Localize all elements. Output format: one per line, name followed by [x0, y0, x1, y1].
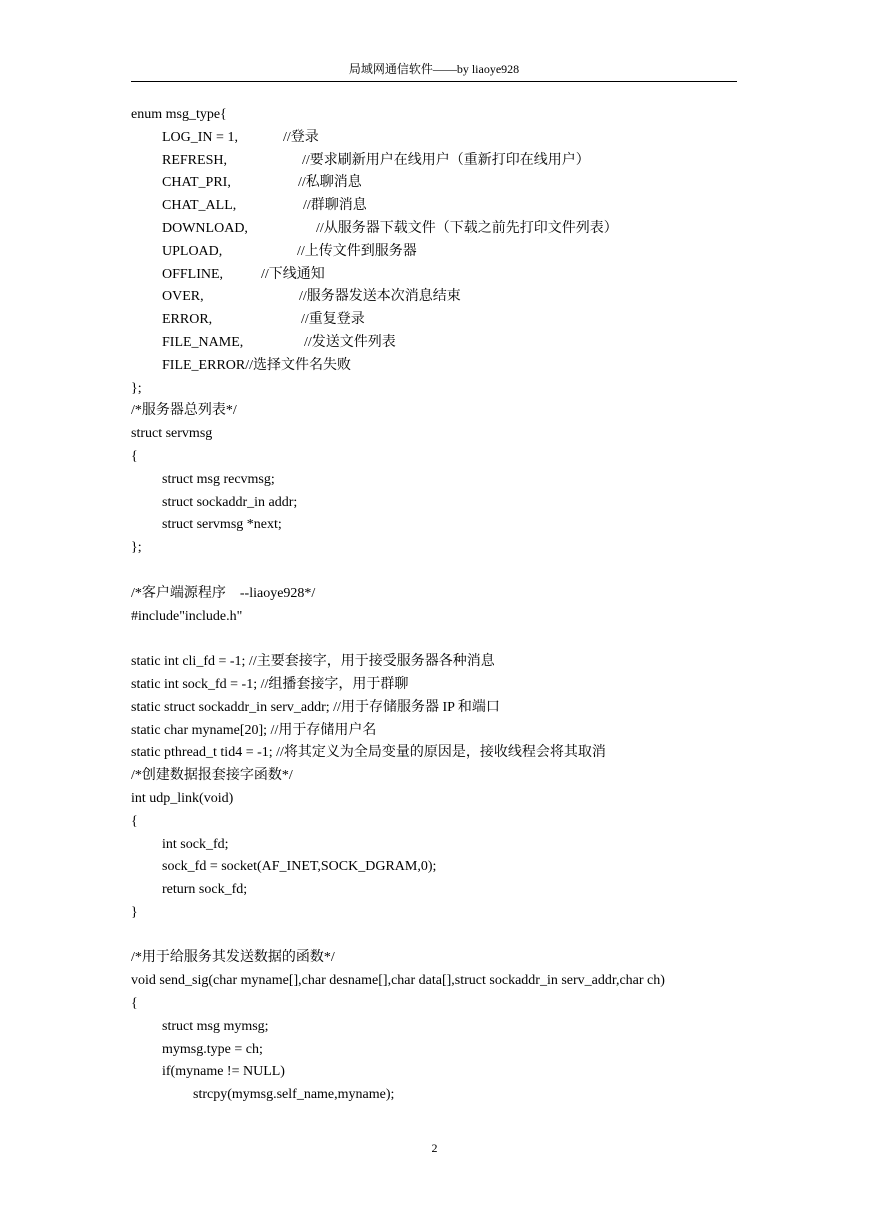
page-header: 局域网通信软件——by liaoye928: [348, 62, 520, 76]
code-line: return sock_fd;: [162, 882, 248, 898]
code-line: [131, 127, 751, 150]
code-line: [131, 286, 751, 309]
code-text: FILE_NAME,: [162, 334, 244, 350]
code-comment: //重复登录: [301, 312, 365, 328]
code-comment: //从服务器下载文件（下载之前先打印文件列表）: [316, 220, 618, 236]
code-line: static pthread_t tid4 = -1; //将其定义为全局变量的原因是，接收线程会将其取消: [131, 745, 606, 761]
code-line: [131, 309, 751, 332]
code-line: FILE_ERROR//选择文件名失败: [162, 357, 352, 373]
code-line: #include"include.h": [131, 608, 243, 624]
page-number: 2: [431, 1141, 438, 1155]
code-line: /*创建数据报套接字函数*/: [131, 768, 293, 784]
code-line: [131, 264, 751, 287]
header-divider: [131, 81, 737, 82]
code-comment: //私聊消息: [298, 175, 362, 191]
code-comment: //登录: [283, 129, 319, 145]
code-comment: //发送文件列表: [304, 334, 396, 350]
code-line: };: [131, 380, 142, 396]
code-line: /*用于给服务其发送数据的函数*/: [131, 950, 335, 966]
code-line: sock_fd = socket(AF_INET,SOCK_DGRAM,0);: [162, 859, 437, 875]
code-comment: //上传文件到服务器: [297, 243, 417, 259]
code-comment: //要求刷新用户在线用户（重新打印在线用户）: [302, 152, 590, 168]
code-line: static char myname[20]; //用于存储用户名: [131, 722, 377, 738]
code-comment: //服务器发送本次消息结束: [299, 289, 461, 305]
code-listing: [131, 104, 751, 1107]
code-line: [131, 925, 751, 948]
code-line: [131, 628, 751, 651]
code-line: }: [131, 904, 138, 920]
code-line: int udp_link(void): [131, 790, 234, 806]
code-line: [131, 150, 751, 173]
code-line: struct servmsg: [131, 426, 213, 442]
code-line: struct servmsg *next;: [162, 517, 282, 533]
code-line: struct msg recvmsg;: [162, 471, 275, 487]
code-line: if(myname != NULL): [162, 1064, 285, 1080]
code-line: [131, 172, 751, 195]
code-line: {: [131, 813, 138, 829]
code-line: int sock_fd;: [162, 836, 229, 852]
code-text: DOWNLOAD,: [162, 220, 248, 236]
code-text: ERROR,: [162, 312, 213, 328]
code-comment: //群聊消息: [303, 198, 367, 214]
code-line: mymsg.type = ch;: [162, 1041, 263, 1057]
code-line: [131, 241, 751, 264]
code-text: CHAT_ALL,: [162, 198, 237, 214]
code-text: UPLOAD,: [162, 243, 223, 259]
code-line: {: [131, 448, 138, 464]
code-line: [131, 332, 751, 355]
code-text: REFRESH,: [162, 152, 227, 168]
code-line: struct msg mymsg;: [162, 1018, 269, 1034]
code-text: CHAT_PRI,: [162, 175, 231, 191]
code-line: struct sockaddr_in addr;: [162, 494, 298, 510]
code-text: OFFLINE,: [162, 266, 224, 282]
code-line: {: [131, 996, 138, 1012]
code-line: [131, 218, 751, 241]
code-line: strcpy(mymsg.self_name,myname);: [193, 1087, 395, 1103]
code-line: /*服务器总列表*/: [131, 403, 237, 419]
code-comment: //下线通知: [261, 266, 325, 282]
code-line: [131, 195, 751, 218]
code-line: static struct sockaddr_in serv_addr; //用于存储服务器 IP 和端口: [131, 699, 500, 715]
code-line: static int cli_fd = -1; //主要套接字，用于接受服务器各种消息: [131, 654, 495, 670]
code-line: [131, 560, 751, 583]
code-line: };: [131, 540, 142, 556]
code-line: /*客户端源程序 --liaoye928*/: [131, 585, 316, 601]
code-text: OVER,: [162, 289, 204, 305]
code-text: LOG_IN = 1,: [162, 129, 238, 145]
code-line: static int sock_fd = -1; //组播套接字，用于群聊: [131, 676, 409, 692]
code-line: enum msg_type{: [131, 107, 227, 122]
code-line: void send_sig(char myname[],char desname[],char data[],struct sockaddr_in serv_addr,char ch): [131, 973, 665, 989]
